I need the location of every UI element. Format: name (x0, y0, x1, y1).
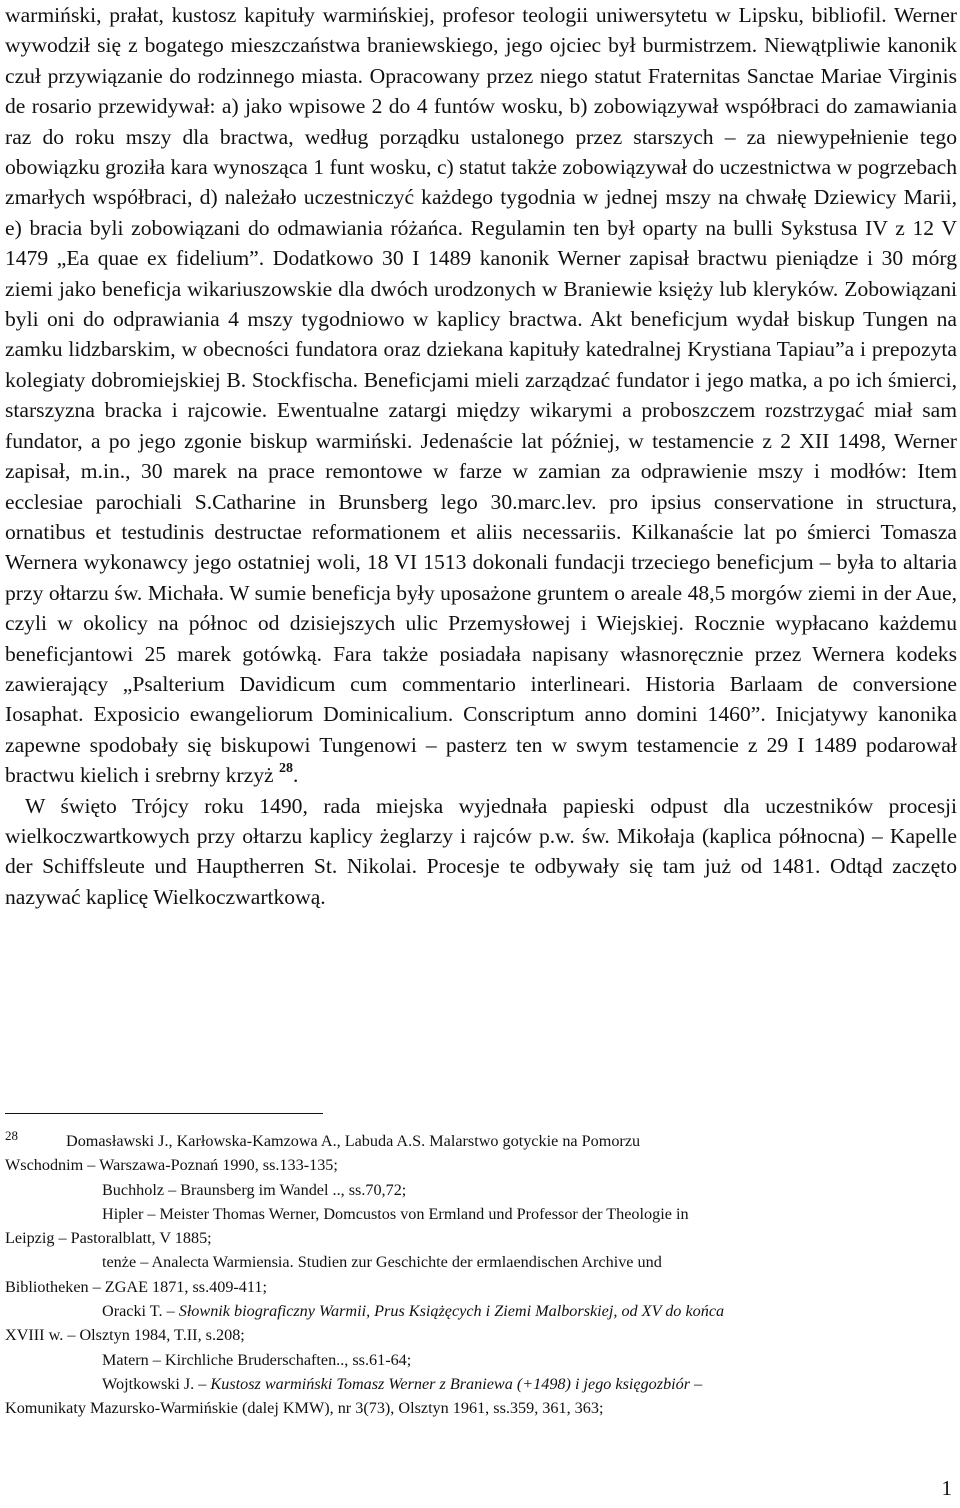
footnote-entry-6: Matern – Kirchliche Bruderschaften.., ss.61-64; (102, 1350, 412, 1369)
footnote-number: 28 (5, 1128, 18, 1143)
footnote-ref[interactable]: 28 (279, 761, 294, 777)
paragraph-1-end: . (293, 763, 299, 788)
footnote-entry-1-cont: Wschodnim – Warszawa-Poznań 1990, ss.133-135; (5, 1156, 338, 1175)
paragraph-1-text: warmiński, prałat, kustosz kapituły warmińskiej, profesor teologii uniwersytetu w Lipsku, bibliofil. Werner wywodził się z bogatego mieszczaństwa braniewskiego, jego ojciec był burmistrzem. Niewątpliwie kanonik czuł przywiązanie do rodzinnego miasta. Opracowany przez niego statut Fraternitas Sanctae Mariae Virginis de rosario przewidywał: a) jako wpisowe 2 do 4 funtów wosku, b) zobowiązywał współbraci do zamawiania raz do roku mszy dla bractwa, według porządku ustalonego przez starszych – za niewypełnienie tego obowiązku groziła kara wynosząca 1 funt wosku, c) statut także zobowiązywał do uczestnictwa w pogrzebach zmarłych współbraci, d) należało uczestniczyć każdego tygodnia w jednej mszy na chwałę Dziewicy Marii, e) bracia byli zobowiązani do odmawiania różańca. Regulamin ten był oparty na bulli Sykstusa IV z 12 V 1479 „Ea quae ex fidelium”. Dodatkowo 30 I 1489 kanonik Werner zapisał bractwu pieniądze i 30 mórg ziemi jako beneficja wikariuszowskie dla dwóch urodzonych w Braniewie księży lub kleryków. Zobowiązani byli oni do odprawiania 4 mszy tygodniowo w kaplicy bractwa. Akt beneficjum wydał biskup Tungen na zamku lidzbarskim, w obecności fundatora oraz dziekana kapituły katedralnej Krystiana Tapiau”a i prepozyta kolegiaty dobromiejskiej B. Stockfischa. Beneficjami mieli zarządzać fundator i jego matka, a po ich śmierci, starszyzna bracka i rajcowie. Ewentualne zatargi między wikarymi a proboszczem rozstrzygać miał sam fundator, a po jego zgonie biskup warmiński. Jedenaście lat później, w testamencie z 2 XII 1498, Werner zapisał, m.in., 30 marek na prace remontowe w farze w zamian za odprawienie mszy i modłów: Item ecclesiae parochiali S.Catharine in Brunsberg lego 30.marc.lev. pro ipsius conservatione in structura, ornatibus et testudinis destructae reformationem et aliis necessariis. Kilkanaście lat po śmierci Tomasza Wernera wykonawcy jego ostatniej woli, 18 VI 1513 dokonali fundacji trzeciego beneficjum – była to altaria przy ołtarzu św. Michała. W sumie beneficja były uposażone gruntem o areale 48,5 morgów ziemi in der Aue, czyli w okolicy na północ od dzisiejszych ulic Przemysłowej i Wiejskiej. Rocznie wypłacano każdemu beneficjantowi 25 marek gotówką. Fara także posiadała napisany własnoręcznie przez Wernera kodeks zawierający „Psalterium Davidicum cum commentario interlineari. Historia Barlaam de conversione Iosaphat. Exposicio ewangeliorum Dominicalium. Conscriptum anno domini 1460”. Inicjatywy kanonika zapewne spodobały się biskupowi Tungenowi – pasterz ten w swym testamencie z 29 I 1489 podarował bractwu kielich i srebrny krzyż (5, 3, 957, 788)
footnote-entry-4: tenże – Analecta Warmiensia. Studien zur Geschichte der ermlaendischen Archive und (102, 1253, 662, 1272)
footnote-entry-1: Domasławski J., Karłowska-Kamzowa A., Labuda A.S. Malarstwo gotyckie na Pomorzu (66, 1132, 641, 1150)
paragraph-2: W święto Trójcy roku 1490, rada miejska wyjednała papieski odpust dla uczestników procesji wielkoczwartkowych przy ołtarzu kaplicy żeglarzy i rajców p.w. św. Mikołaja (kaplica północna) – Kapelle der Schiffsleute und Hauptherren St. Nikolai. Procesje te odbywały się tam już od 1481. Odtąd zaczęto nazywać kaplicę Wielkoczwartkową. (5, 793, 957, 909)
footnote-entry-5 (5, 1299, 957, 1323)
footnote-28-line-1 (5, 1124, 957, 1153)
footnote-entry-7-author: Wojtkowski J. – (102, 1374, 211, 1393)
footnote-entry-5-cont: XVIII w. – Olsztyn 1984, T.II, s.208; (5, 1326, 245, 1345)
footnote-entry-4-cont: Bibliotheken – ZGAE 1871, ss.409-411; (5, 1277, 267, 1296)
footnote-entry-7-title: Kustosz warmiński Tomasz Werner z Braniewa (+1498) i jego księgozbiór – (210, 1374, 703, 1393)
footnote-entry-5-title: Słownik biograficzny Warmii, Prus Książęcych i Ziemi Malborskiej, od XV do końca (178, 1302, 725, 1321)
paragraph-1 (5, 0, 957, 791)
page-number: 1 (941, 1476, 952, 1500)
footnote-divider (5, 1113, 323, 1114)
footnote-entry-5-author: Oracki T. – (102, 1302, 179, 1321)
footnote-entry-7-cont: Komunikaty Mazursko-Warmińskie (dalej KMW), nr 3(73), Olsztyn 1961, ss.359, 361, 363; (5, 1399, 604, 1418)
footnote-entry-3-cont: Leipzig – Pastoralblatt, V 1885; (5, 1229, 212, 1248)
footnote-entry-3: Hipler – Meister Thomas Werner, Domcustos von Ermland und Professor der Theologie in (102, 1204, 689, 1223)
footnotes (5, 1124, 957, 1421)
footnote-entry-2: Buchholz – Braunsberg im Wandel .., ss.70,72; (102, 1180, 407, 1199)
body-text (5, 0, 957, 912)
footnote-entry-7 (5, 1372, 957, 1396)
